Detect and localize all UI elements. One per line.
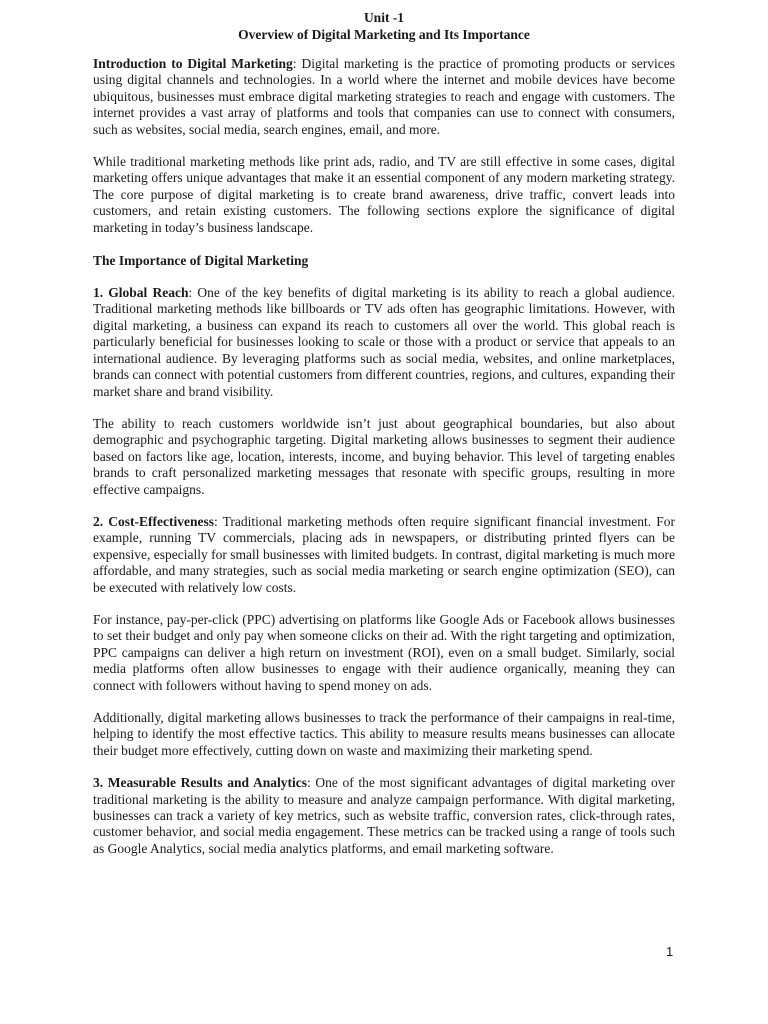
cost-paragraph-2: For instance, pay-per-click (PPC) advertising on platforms like Google Ads or Facebook allows businesses to set their budget and only pay when someone clicks on their ad. With the right targeting and optimization, PPC campaigns can deliver a high return on investment (ROI), even on a small budget. Similarly, social media platforms often allow businesses to engage with their audience organically, meaning they can connect with followers without having to spend money on ads. <box>93 611 675 693</box>
page-number: 1 <box>666 944 674 959</box>
document-title: Overview of Digital Marketing and Its Importance <box>238 27 530 42</box>
global-reach-text: : One of the key benefits of digital marketing is its ability to reach a global audience. Traditional marketing methods like billboards or TV ads often has geographic limitations. However, with digital marketing, a business can expand its reach to customers all over the world. This global reach is particularly beneficial for businesses looking to scale or those with a product or service that appeals to an international audience. By leveraging platforms such as social media, websites, and online marketplaces, brands can connect with potential customers from different countries, regions, and cultures, expanding their market share and brand visibility. <box>93 285 675 399</box>
cost-paragraph <box>93 514 675 596</box>
measurable-paragraph <box>93 775 675 857</box>
unit-label: Unit -1 <box>363 10 405 25</box>
intro-text: : Digital marketing is the practice of promoting products or services using digital channels and technologies. In a world where the internet and mobile devices have become ubiquitous, businesses must embrace digital marketing strategies to reach and engage with customers. The internet provides a vast array of platforms and tools that companies can use to connect with consumers, such as websites, social media, search engines, email, and more. <box>93 56 675 137</box>
global-reach-lead: 1. Global Reach <box>93 285 189 301</box>
measurable-lead: 3. Measurable Results and Analytics <box>93 775 307 791</box>
measurable-text: : One of the most significant advantages of digital marketing over traditional marketing is the ability to measure and analyze campaign performance. With digital marketing, businesses can track a variety of key metrics, such as website traffic, conversion rates, click-through rates, customer behavior, and social media engagement. These metrics can be tracked using a range of tools such as Google Analytics, social media analytics platforms, and email marketing software. <box>93 775 676 856</box>
intro-paragraph <box>93 56 675 138</box>
global-reach-paragraph-2: The ability to reach customers worldwide isn’t just about geographical boundaries, but also about demographic and psychographic targeting. Digital marketing allows businesses to segment their audience based on factors like age, location, interests, income, and buying behavior. This level of targeting enables brands to craft personalized marketing messages that resonate with specific groups, resulting in more effective campaigns. <box>93 415 675 497</box>
section-heading: The Importance of Digital Marketing <box>93 253 309 269</box>
intro-lead: Introduction to Digital Marketing <box>93 56 293 71</box>
cost-lead: 2. Cost-Effectiveness <box>93 513 214 529</box>
global-reach-paragraph <box>93 285 675 400</box>
intro-paragraph-2: While traditional marketing methods like print ads, radio, and TV are still effective in some cases, digital marketing offers unique advantages that make it an essential component of any modern marketing strategy. The core purpose of digital marketing is to create brand awareness, drive traffic, convert leads into customers, and retain existing customers. The following sections explore the significance of digital marketing in today’s business landscape. <box>93 154 675 235</box>
cost-paragraph-3: Additionally, digital marketing allows businesses to track the performance of their campaigns in real-time, helping to identify the most effective tactics. This ability to measure results means businesses can allocate their budget more effectively, cutting down on waste and maximizing their marketing spend. <box>93 710 675 758</box>
cost-text: : Traditional marketing methods often require significant financial investment. For example, running TV commercials, placing ads in newspapers, or distributing printed flyers can be expensive, especially for small businesses with limited budgets. In contrast, digital marketing is much more affordable, and many strategies, such as social media marketing or search engine optimization (SEO), can be executed with relatively low costs. <box>93 513 675 595</box>
